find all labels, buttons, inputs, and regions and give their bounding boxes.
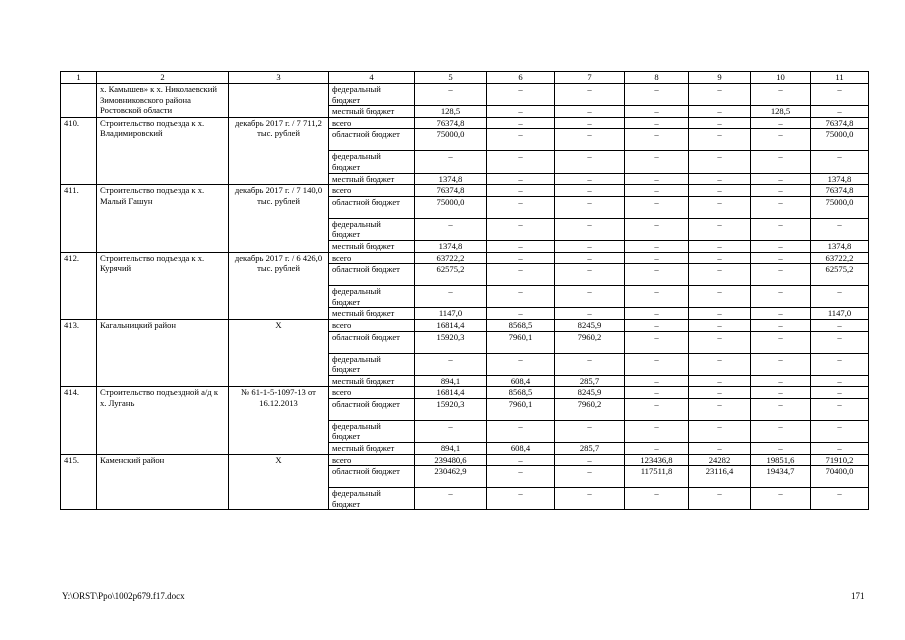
amount-cell: – xyxy=(811,84,869,106)
amount-cell: – xyxy=(625,264,689,286)
amount-cell: – xyxy=(811,151,869,173)
funding-source: областной бюджет xyxy=(329,264,415,286)
amount-cell: – xyxy=(555,264,625,286)
amount-cell: – xyxy=(625,331,689,353)
amount-cell: – xyxy=(751,353,811,375)
amount-cell: – xyxy=(625,286,689,308)
amount-cell: – xyxy=(555,308,625,320)
amount-cell: 19434,7 xyxy=(751,466,811,488)
deadline-cost: Х xyxy=(229,319,329,386)
amount-cell: 894,1 xyxy=(415,443,487,455)
table-row xyxy=(61,185,869,197)
amount-cell: 62575,2 xyxy=(811,264,869,286)
amount-cell: 1374,8 xyxy=(811,240,869,252)
funding-source: местный бюджет xyxy=(329,106,415,118)
funding-source: всего xyxy=(329,185,415,197)
object-name: Каменский район xyxy=(97,454,229,510)
object-name: х. Камышев» к х. Николаевский Зимовниковского района Ростовской области xyxy=(97,84,229,118)
funding-source: федеральный бюджет xyxy=(329,218,415,240)
amount-cell: 894,1 xyxy=(415,375,487,387)
deadline-cost: декабрь 2017 г. / 7 140,0 тыс. рублей xyxy=(229,185,329,252)
col-header: 10 xyxy=(751,72,811,84)
amount-cell: – xyxy=(625,252,689,264)
amount-cell: – xyxy=(555,84,625,106)
object-name: Строительство подъезда к х. Малый Гашун xyxy=(97,185,229,252)
amount-cell: – xyxy=(689,129,751,151)
amount-cell: – xyxy=(487,129,555,151)
amount-cell: – xyxy=(555,196,625,218)
header-row xyxy=(61,72,869,84)
amount-cell: 76374,8 xyxy=(415,185,487,197)
amount-cell: – xyxy=(555,117,625,129)
amount-cell: 230462,9 xyxy=(415,466,487,488)
amount-cell: – xyxy=(689,420,751,442)
amount-cell: – xyxy=(487,286,555,308)
col-header: 1 xyxy=(61,72,97,84)
amount-cell: – xyxy=(689,106,751,118)
funding-source: областной бюджет xyxy=(329,466,415,488)
amount-cell: – xyxy=(751,319,811,331)
table-row xyxy=(61,387,869,399)
table-row xyxy=(61,84,869,106)
amount-cell: – xyxy=(487,488,555,510)
amount-cell: – xyxy=(487,454,555,466)
amount-cell: – xyxy=(689,117,751,129)
amount-cell: – xyxy=(751,387,811,399)
object-name: Строительство подъезда к х. Курячий xyxy=(97,252,229,319)
col-header: 5 xyxy=(415,72,487,84)
row-number: 411. xyxy=(61,185,97,252)
amount-cell: – xyxy=(555,240,625,252)
amount-cell: – xyxy=(689,331,751,353)
amount-cell: – xyxy=(625,218,689,240)
amount-cell: – xyxy=(689,308,751,320)
funding-source: федеральный бюджет xyxy=(329,151,415,173)
amount-cell: 1374,8 xyxy=(415,240,487,252)
amount-cell: – xyxy=(625,375,689,387)
amount-cell: 24282 xyxy=(689,454,751,466)
amount-cell: – xyxy=(751,308,811,320)
amount-cell: – xyxy=(689,398,751,420)
amount-cell: – xyxy=(625,308,689,320)
col-header: 2 xyxy=(97,72,229,84)
amount-cell: – xyxy=(487,106,555,118)
amount-cell: – xyxy=(625,353,689,375)
amount-cell: 23116,4 xyxy=(689,466,751,488)
deadline-cost: декабрь 2017 г. / 6 426,0 тыс. рублей xyxy=(229,252,329,319)
amount-cell: – xyxy=(689,353,751,375)
amount-cell: – xyxy=(751,84,811,106)
funding-source: областной бюджет xyxy=(329,398,415,420)
row-number: 414. xyxy=(61,387,97,454)
amount-cell: – xyxy=(751,196,811,218)
amount-cell: – xyxy=(487,151,555,173)
amount-cell: 8245,9 xyxy=(555,387,625,399)
amount-cell: – xyxy=(811,353,869,375)
amount-cell: 70400,0 xyxy=(811,466,869,488)
amount-cell: 76374,8 xyxy=(811,117,869,129)
amount-cell: – xyxy=(625,84,689,106)
amount-cell: 7960,2 xyxy=(555,398,625,420)
amount-cell: – xyxy=(487,196,555,218)
col-header: 4 xyxy=(329,72,415,84)
amount-cell: – xyxy=(811,488,869,510)
amount-cell: – xyxy=(689,319,751,331)
funding-source: федеральный бюджет xyxy=(329,488,415,510)
amount-cell: – xyxy=(415,84,487,106)
amount-cell: – xyxy=(689,286,751,308)
amount-cell: – xyxy=(487,420,555,442)
amount-cell: – xyxy=(415,218,487,240)
funding-source: всего xyxy=(329,387,415,399)
amount-cell: – xyxy=(811,331,869,353)
amount-cell: – xyxy=(811,387,869,399)
amount-cell: – xyxy=(555,106,625,118)
amount-cell: – xyxy=(811,398,869,420)
amount-cell: – xyxy=(555,218,625,240)
amount-cell: – xyxy=(811,319,869,331)
amount-cell: 1147,0 xyxy=(415,308,487,320)
amount-cell: 7960,1 xyxy=(487,398,555,420)
col-header: 3 xyxy=(229,72,329,84)
amount-cell: – xyxy=(751,398,811,420)
amount-cell: 16814,4 xyxy=(415,319,487,331)
amount-cell: – xyxy=(751,173,811,185)
amount-cell: 608,4 xyxy=(487,443,555,455)
funding-source: местный бюджет xyxy=(329,240,415,252)
budget-table xyxy=(60,71,869,510)
amount-cell: – xyxy=(415,286,487,308)
amount-cell: – xyxy=(689,84,751,106)
row-number: 410. xyxy=(61,117,97,184)
amount-cell: 15920,3 xyxy=(415,398,487,420)
amount-cell: – xyxy=(555,252,625,264)
row-number: 413. xyxy=(61,319,97,386)
amount-cell: 76374,8 xyxy=(415,117,487,129)
funding-source: местный бюджет xyxy=(329,375,415,387)
funding-source: всего xyxy=(329,252,415,264)
amount-cell: – xyxy=(625,398,689,420)
amount-cell: – xyxy=(555,454,625,466)
amount-cell: – xyxy=(811,443,869,455)
object-name: Кагальницкий район xyxy=(97,319,229,386)
col-header: 6 xyxy=(487,72,555,84)
amount-cell: 75000,0 xyxy=(811,196,869,218)
amount-cell: – xyxy=(751,264,811,286)
amount-cell: – xyxy=(689,387,751,399)
amount-cell: – xyxy=(811,375,869,387)
amount-cell: – xyxy=(751,129,811,151)
funding-source: федеральный бюджет xyxy=(329,286,415,308)
amount-cell: 123436,8 xyxy=(625,454,689,466)
amount-cell: – xyxy=(751,286,811,308)
funding-source: местный бюджет xyxy=(329,443,415,455)
amount-cell: – xyxy=(625,106,689,118)
row-number: 412. xyxy=(61,252,97,319)
amount-cell: – xyxy=(751,488,811,510)
amount-cell: 128,5 xyxy=(415,106,487,118)
amount-cell: 16814,4 xyxy=(415,387,487,399)
amount-cell: 285,7 xyxy=(555,375,625,387)
amount-cell: – xyxy=(555,151,625,173)
funding-source: всего xyxy=(329,454,415,466)
object-name: Строительство подъездной а/д к х. Лугань xyxy=(97,387,229,454)
amount-cell: – xyxy=(689,240,751,252)
amount-cell: – xyxy=(487,84,555,106)
amount-cell: 117511,8 xyxy=(625,466,689,488)
amount-cell: – xyxy=(487,264,555,286)
amount-cell: – xyxy=(689,151,751,173)
table-row xyxy=(61,117,869,129)
amount-cell: – xyxy=(555,420,625,442)
amount-cell: 71910,2 xyxy=(811,454,869,466)
table-row xyxy=(61,319,869,331)
amount-cell: – xyxy=(625,443,689,455)
amount-cell: 19851,6 xyxy=(751,454,811,466)
amount-cell: – xyxy=(625,387,689,399)
amount-cell: – xyxy=(415,420,487,442)
amount-cell: – xyxy=(487,466,555,488)
amount-cell: – xyxy=(751,185,811,197)
funding-source: областной бюджет xyxy=(329,129,415,151)
amount-cell: – xyxy=(689,196,751,218)
funding-source: федеральный бюджет xyxy=(329,84,415,106)
amount-cell: – xyxy=(689,185,751,197)
amount-cell: – xyxy=(555,353,625,375)
deadline-cost: № 61-1-5-1097-13 от 16.12.2013 xyxy=(229,387,329,454)
amount-cell: – xyxy=(751,443,811,455)
object-name: Строительство подъезда к х. Владимировский xyxy=(97,117,229,184)
page-number: 171 xyxy=(851,591,865,601)
funding-source: местный бюджет xyxy=(329,308,415,320)
amount-cell: 608,4 xyxy=(487,375,555,387)
amount-cell: – xyxy=(811,420,869,442)
amount-cell: – xyxy=(487,117,555,129)
funding-source: всего xyxy=(329,117,415,129)
amount-cell: – xyxy=(689,252,751,264)
amount-cell: 285,7 xyxy=(555,443,625,455)
col-header: 9 xyxy=(689,72,751,84)
col-header: 8 xyxy=(625,72,689,84)
amount-cell: – xyxy=(625,488,689,510)
funding-source: местный бюджет xyxy=(329,173,415,185)
amount-cell: – xyxy=(751,331,811,353)
row-number: 415. xyxy=(61,454,97,510)
funding-source: федеральный бюджет xyxy=(329,353,415,375)
amount-cell: 1147,0 xyxy=(811,308,869,320)
amount-cell: – xyxy=(751,252,811,264)
amount-cell: – xyxy=(555,286,625,308)
amount-cell: – xyxy=(487,240,555,252)
row-number xyxy=(61,84,97,118)
amount-cell: – xyxy=(751,420,811,442)
amount-cell: 128,5 xyxy=(751,106,811,118)
amount-cell: 75000,0 xyxy=(415,129,487,151)
amount-cell: – xyxy=(487,185,555,197)
amount-cell: 62575,2 xyxy=(415,264,487,286)
amount-cell: – xyxy=(689,218,751,240)
table-row xyxy=(61,454,869,466)
amount-cell: – xyxy=(811,286,869,308)
funding-source: областной бюджет xyxy=(329,196,415,218)
amount-cell: 63722,2 xyxy=(415,252,487,264)
funding-source: федеральный бюджет xyxy=(329,420,415,442)
amount-cell: – xyxy=(689,443,751,455)
amount-cell: 76374,8 xyxy=(811,185,869,197)
amount-cell: – xyxy=(751,117,811,129)
funding-source: областной бюджет xyxy=(329,331,415,353)
amount-cell: – xyxy=(415,488,487,510)
amount-cell: – xyxy=(625,117,689,129)
deadline-cost: декабрь 2017 г. / 7 711,2 тыс. рублей xyxy=(229,117,329,184)
amount-cell: – xyxy=(555,129,625,151)
amount-cell: – xyxy=(751,218,811,240)
amount-cell: – xyxy=(555,466,625,488)
amount-cell: – xyxy=(555,488,625,510)
amount-cell: – xyxy=(487,173,555,185)
col-header: 11 xyxy=(811,72,869,84)
amount-cell: – xyxy=(625,173,689,185)
deadline-cost: Х xyxy=(229,454,329,510)
amount-cell: – xyxy=(811,218,869,240)
amount-cell: – xyxy=(751,151,811,173)
amount-cell: – xyxy=(689,264,751,286)
table-row xyxy=(61,252,869,264)
amount-cell: – xyxy=(625,319,689,331)
deadline-cost xyxy=(229,84,329,118)
amount-cell: – xyxy=(689,173,751,185)
amount-cell: 239480,6 xyxy=(415,454,487,466)
amount-cell: – xyxy=(625,196,689,218)
amount-cell: – xyxy=(625,151,689,173)
amount-cell: 75000,0 xyxy=(811,129,869,151)
amount-cell: – xyxy=(689,375,751,387)
amount-cell: 1374,8 xyxy=(415,173,487,185)
amount-cell: 1374,8 xyxy=(811,173,869,185)
amount-cell: 8568,5 xyxy=(487,319,555,331)
amount-cell: – xyxy=(811,106,869,118)
amount-cell: – xyxy=(487,308,555,320)
amount-cell: – xyxy=(751,375,811,387)
amount-cell: 7960,1 xyxy=(487,331,555,353)
amount-cell: – xyxy=(487,252,555,264)
amount-cell: – xyxy=(625,420,689,442)
amount-cell: – xyxy=(555,185,625,197)
file-path: Y:\ORST\Ppo\1002p679.f17.docx xyxy=(62,591,185,601)
amount-cell: – xyxy=(487,353,555,375)
amount-cell: 75000,0 xyxy=(415,196,487,218)
amount-cell: – xyxy=(555,173,625,185)
amount-cell: – xyxy=(689,488,751,510)
amount-cell: – xyxy=(625,129,689,151)
col-header: 7 xyxy=(555,72,625,84)
amount-cell: 15920,3 xyxy=(415,331,487,353)
amount-cell: 63722,2 xyxy=(811,252,869,264)
amount-cell: – xyxy=(415,353,487,375)
amount-cell: 8245,9 xyxy=(555,319,625,331)
amount-cell: 8568,5 xyxy=(487,387,555,399)
amount-cell: – xyxy=(625,240,689,252)
amount-cell: – xyxy=(415,151,487,173)
amount-cell: 7960,2 xyxy=(555,331,625,353)
amount-cell: – xyxy=(625,185,689,197)
amount-cell: – xyxy=(487,218,555,240)
amount-cell: – xyxy=(751,240,811,252)
funding-source: всего xyxy=(329,319,415,331)
